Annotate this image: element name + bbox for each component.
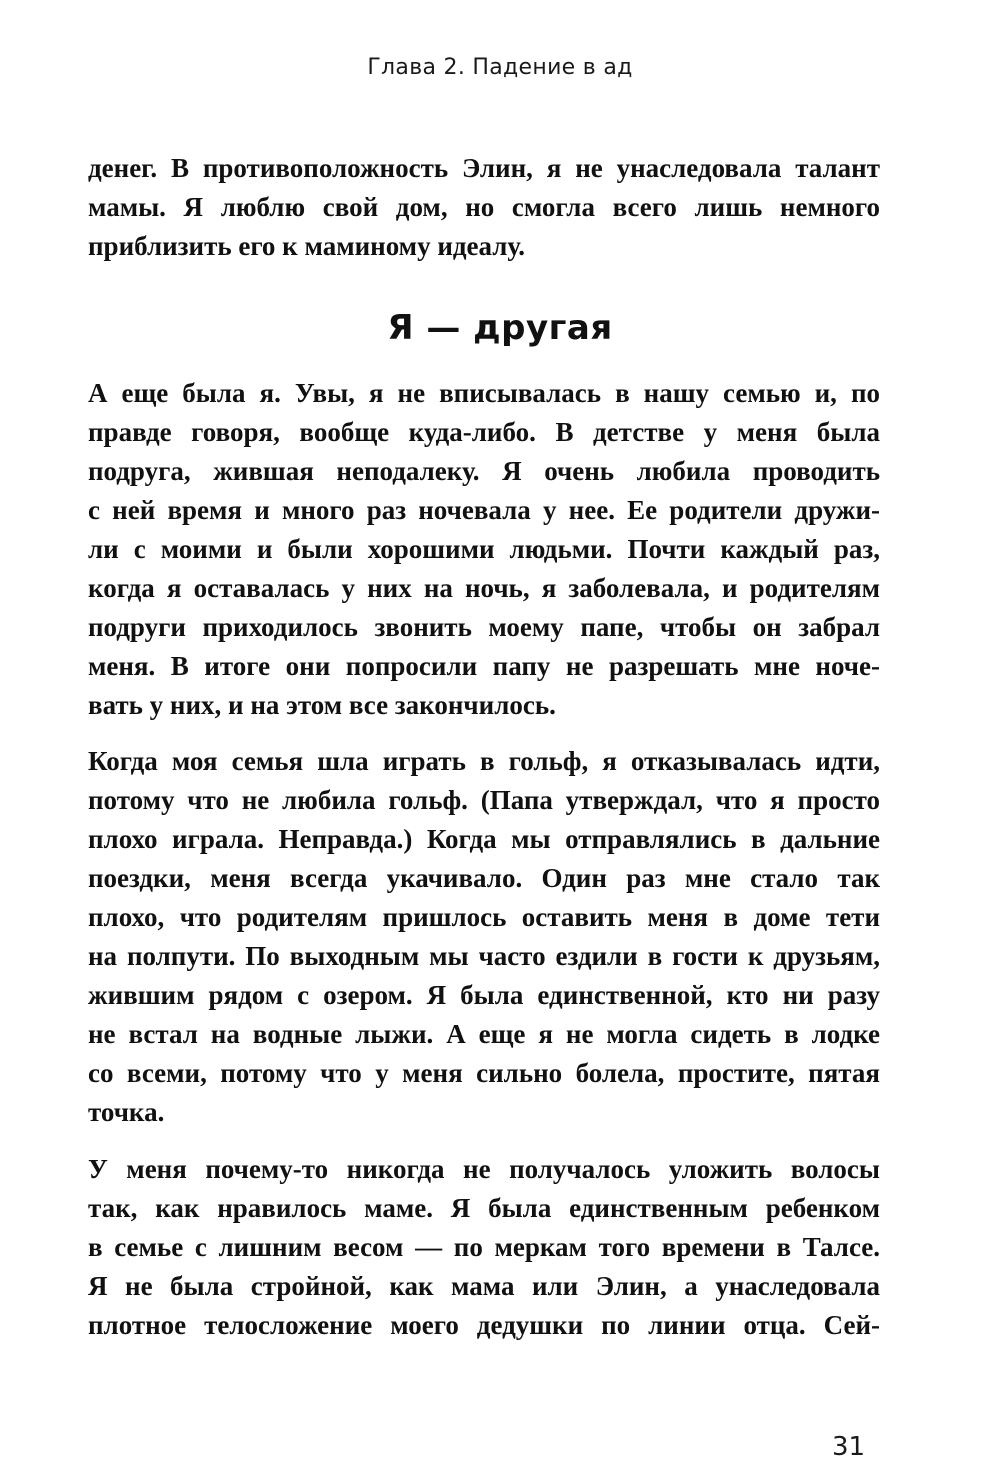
text-line: так, как нравилось маме. Я была единственным ребенком: [88, 1193, 880, 1223]
text-line: с ней время и много раз ночевала у нее. Ее родители дружи-: [88, 495, 880, 525]
text-line: ли с моими и были хорошими людьми. Почти каждый раз,: [88, 534, 880, 564]
text-line: когда я оставалась у них на ночь, я заболевала, и родителям: [88, 573, 880, 603]
paragraph-4: [88, 1150, 880, 1345]
section-heading: Я — другая: [387, 308, 613, 348]
text-line: У меня почему-то никогда не получалось уложить волосы: [88, 1154, 880, 1184]
text-line: А еще была я. Увы, я не вписывалась в нашу семью и, по: [88, 378, 880, 408]
paragraph-1: [88, 149, 880, 266]
paragraph-3: [88, 742, 880, 1132]
text-line: в семье с лишним весом — по меркам того времени в Талсе.: [88, 1232, 880, 1262]
text-line: подруга, жившая неподалеку. Я очень любила проводить: [88, 456, 880, 486]
text-line: Когда моя семья шла играть в гольф, я отказывалась идти,: [88, 746, 880, 776]
text-line: правде говоря, вообще куда-либо. В детстве у меня была: [88, 417, 880, 447]
text-line: вать у них, и на этом все закончилось.: [88, 690, 556, 720]
text-line: меня. В итоге они попросили папу не разрешать мне ноче-: [88, 651, 880, 681]
text-line: Я не была стройной, как мама или Элин, а унаследовала: [88, 1271, 880, 1301]
running-head: Глава 2. Падение в ад: [367, 55, 633, 80]
text-line: со всеми, потому что у меня сильно болела, простите, пятая: [88, 1058, 880, 1088]
text-line: не встал на водные лыжи. А еще я не могла сидеть в лодке: [88, 1019, 880, 1049]
text-line: приблизить его к маминому идеалу.: [88, 231, 525, 261]
text-line: плотное телосложение моего дедушки по линии отца. Сей-: [88, 1310, 880, 1340]
text-line: плохо играла. Неправда.) Когда мы отправлялись в дальние: [88, 824, 880, 854]
text-line: денег. В противоположность Элин, я не унаследовала талант: [88, 153, 880, 183]
text-line: поездки, меня всегда укачивало. Один раз мне стало так: [88, 863, 880, 893]
page-number: 31: [832, 1432, 866, 1462]
text-line: на полпути. По выходным мы часто ездили в гости к друзьям,: [88, 941, 880, 971]
text-line: жившим рядом с озером. Я была единственной, кто ни разу: [88, 980, 880, 1010]
text-line: точка.: [88, 1097, 165, 1127]
text-line: плохо, что родителям пришлось оставить меня в доме тети: [88, 902, 880, 932]
text-line: мамы. Я люблю свой дом, но смогла всего лишь немного: [88, 192, 880, 222]
text-line: потому что не любила гольф. (Папа утверждал, что я просто: [88, 785, 880, 815]
text-line: подруги приходилось звонить моему папе, чтобы он забрал: [88, 612, 880, 642]
paragraph-2: [88, 374, 880, 725]
